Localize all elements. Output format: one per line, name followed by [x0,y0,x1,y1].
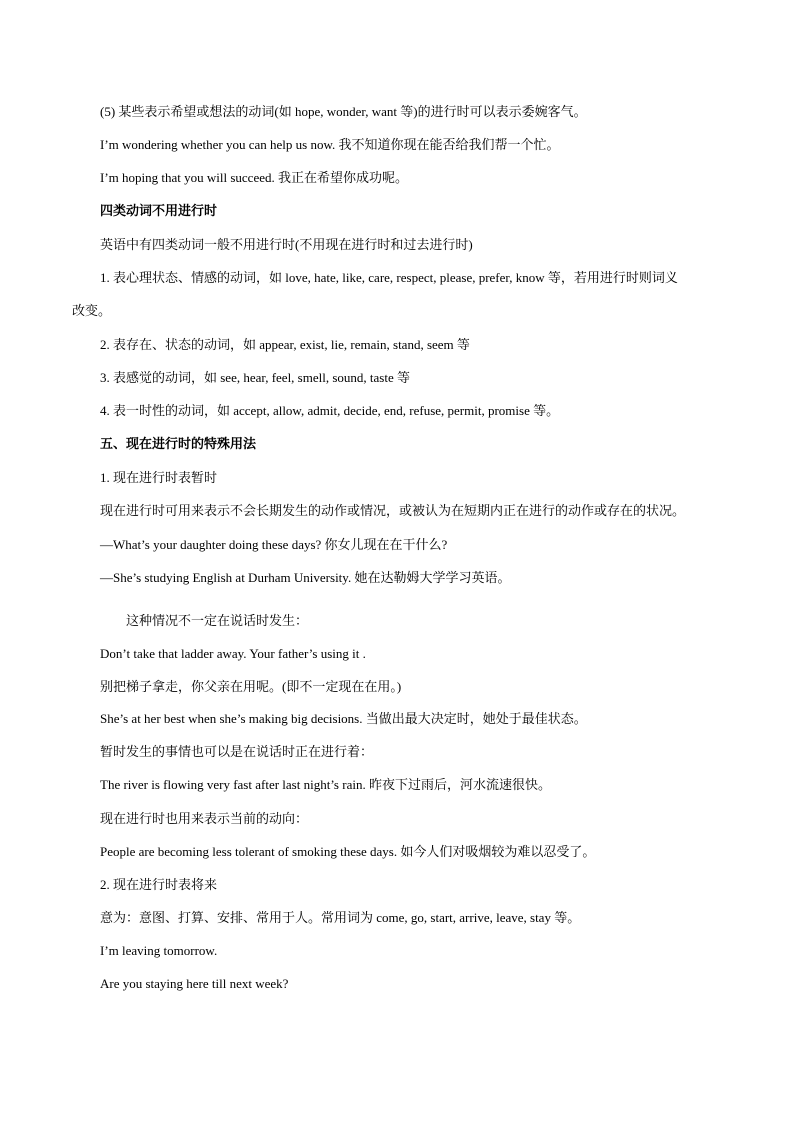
example-hoping: I’m hoping that you will succeed. 我正在希望你成功呢。 [100,170,408,185]
item-psychological-verbs: 1. 表心理状态、情感的动词，如 love, hate, like, care, respect, please, prefer, know 等，若用进行时则词义 [100,270,678,285]
item-sense-verbs: 3. 表感觉的动词，如 see, hear, feel, smell, sound, taste 等 [100,370,410,385]
example-daughter-answer: —She’s studying English at Durham University. 她在达勒姆大学学习英语。 [100,570,511,585]
example-ladder: Don’t take that ladder away. Your father’s using it . [100,646,366,661]
item-momentary-verbs: 4. 表一时性的动词，如 accept, allow, admit, decide, end, refuse, permit, promise 等。 [100,403,560,418]
paragraph-current-trend: 现在进行时也用来表示当前的动向： [100,811,309,826]
paragraph-future-meaning: 意为：意图、打算、安排、常用于人。常用词为 come, go, start, arrive, leave, stay 等。 [100,910,581,925]
example-smoking: People are becoming less tolerant of smoking these days. 如今人们对吸烟较为难以忍受了。 [100,844,596,859]
example-ladder-translation: 别把梯子拿走，你父亲在用呢。(即不一定现在在用。) [100,679,402,694]
subheading-temporary: 1. 现在进行时表暂时 [100,470,218,485]
subheading-future: 2. 现在进行时表将来 [100,877,218,892]
heading-special-uses: 五、现在进行时的特殊用法 [100,436,257,451]
paragraph-wonder-intro: (5) 某些表示希望或想法的动词(如 hope, wonder, want 等)的进行时可以表示委婉客气。 [100,104,587,119]
paragraph-not-at-speaking-time: 这种情况不一定在说话时发生： [126,613,309,628]
paragraph-temporary: 现在进行时可用来表示不会长期发生的动作或情况，或被认为在短期内正在进行的动作或存在的状况。 [100,503,686,518]
heading-four-verb-types: 四类动词不用进行时 [100,203,218,218]
paragraph-at-speaking-time: 暂时发生的事情也可以是在说话时正在进行着： [100,744,374,759]
example-decisions: She’s at her best when she’s making big decisions. 当做出最大决定时，她处于最佳状态。 [100,711,587,726]
item-state-verbs: 2. 表存在、状态的动词，如 appear, exist, lie, remain, stand, seem 等 [100,337,470,352]
item-psychological-verbs-cont: 改变。 [72,303,112,318]
example-staying: Are you staying here till next week? [100,976,289,991]
example-daughter-question: —What’s your daughter doing these days? 你女儿现在在干什么? [100,537,448,552]
example-river: The river is flowing very fast after last night’s rain. 昨夜下过雨后，河水流速很快。 [100,777,551,792]
paragraph-four-types-intro: 英语中有四类动词一般不用进行时(不用现在进行时和过去进行时) [100,237,473,252]
example-leaving: I’m leaving tomorrow. [100,943,218,958]
example-wondering: I’m wondering whether you can help us now. 我不知道你现在能否给我们帮一个忙。 [100,137,560,152]
